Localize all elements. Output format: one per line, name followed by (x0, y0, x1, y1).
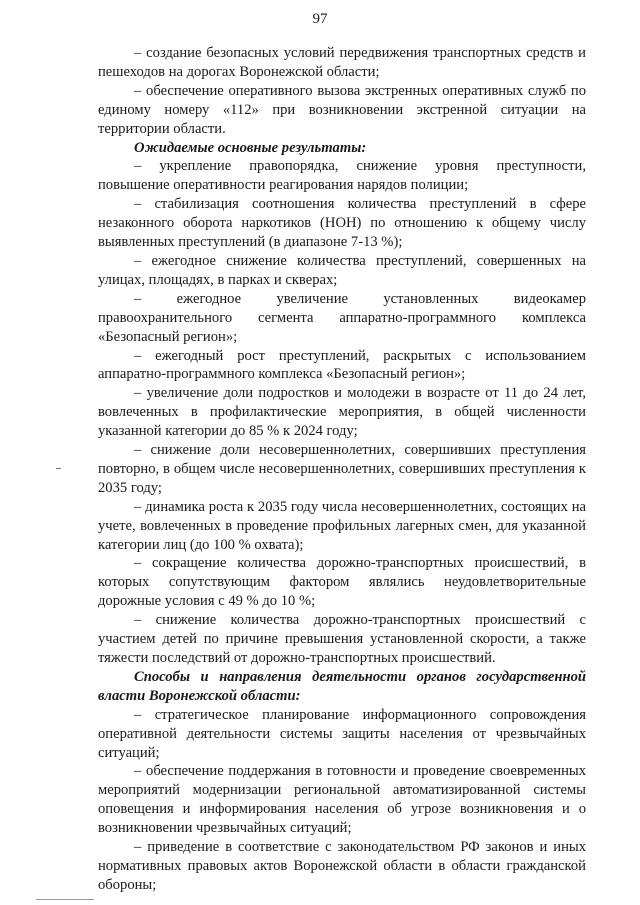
list-item: – сокращение количества дорожно-транспортных происшествий, в которых сопутствующим фактором являлись неудовлетворительные дорожные условия с 49 % до 10 %; (98, 555, 586, 610)
list-item: – ежегодное снижение количества преступлений, совершенных на улицах, площадях, в парках и скверах; (98, 252, 586, 288)
list-item: – обеспечение оперативного вызова экстренных оперативных служб по единому номеру «112» при возникновении экстренной ситуации на территории области. (98, 82, 586, 137)
list-item: – приведение в соответствие с законодательством РФ законов и иных нормативных правовых актов Воронежской области в области гражданской обороны; (98, 839, 586, 893)
section-heading: Ожидаемые основные результаты: (134, 139, 367, 156)
section-heading: Способы и направления деятельности органов государственной власти Воронежской области: (98, 668, 586, 704)
margin-mark (56, 468, 61, 469)
bottom-rule (36, 899, 94, 900)
page-number: 97 (312, 11, 328, 27)
list-item: – создание безопасных условий передвижения транспортных средств и пешеходов на дорогах Воронежской области; (98, 45, 586, 80)
list-item: – ежегодное увеличение установленных видеокамер правоохранительного сегмента аппаратно-программного комплекса «Безопасный регион»; (98, 290, 586, 345)
list-item: – укрепление правопорядка, снижение уровня преступности, повышение оперативности реагирования нарядов полиции; (98, 158, 586, 194)
list-item: – снижение доли несовершеннолетних, совершивших преступления повторно, в общем числе несовершеннолетних, совершивших преступления к 2035 году; (98, 442, 586, 496)
list-item: – обеспечение поддержания в готовности и проведение своевременных мероприятий модернизации региональной автоматизированной системы оповещения и информирования населения об угрозе возникновения и о возникновении чрезвычайных ситуаций; (98, 763, 586, 837)
list-item: – увеличение доли подростков и молодежи в возрасте от 11 до 24 лет, вовлеченных в профилактические мероприятия, в общей численности указанной категории до 85 % к 2024 году; (98, 385, 586, 440)
list-item: – стабилизация соотношения количества преступлений в сфере незаконного оборота наркотиков (НОН) по отношению к общему числу выявленных преступлений (в диапазоне 7-13 %); (98, 196, 586, 251)
document-body (98, 44, 586, 895)
list-item: – ежегодный рост преступлений, раскрытых с использованием аппаратно-программного комплекса «Безопасный регион»; (98, 347, 586, 383)
list-item: – стратегическое планирование информационного сопровождения оперативной деятельности системы защиты населения от чрезвычайных ситуаций; (98, 706, 586, 761)
list-item: – динамика роста к 2035 году числа несовершеннолетних, состоящих на учете, вовлеченных в проведение профильных лагерных смен, для указанной категории лиц (до 100 % охвата); (98, 498, 586, 553)
list-item: – снижение количества дорожно-транспортных происшествий с участием детей по причине превышения установленной скорости, а также тяжести последствий от дорожно-транспортных происшествий. (98, 612, 586, 666)
